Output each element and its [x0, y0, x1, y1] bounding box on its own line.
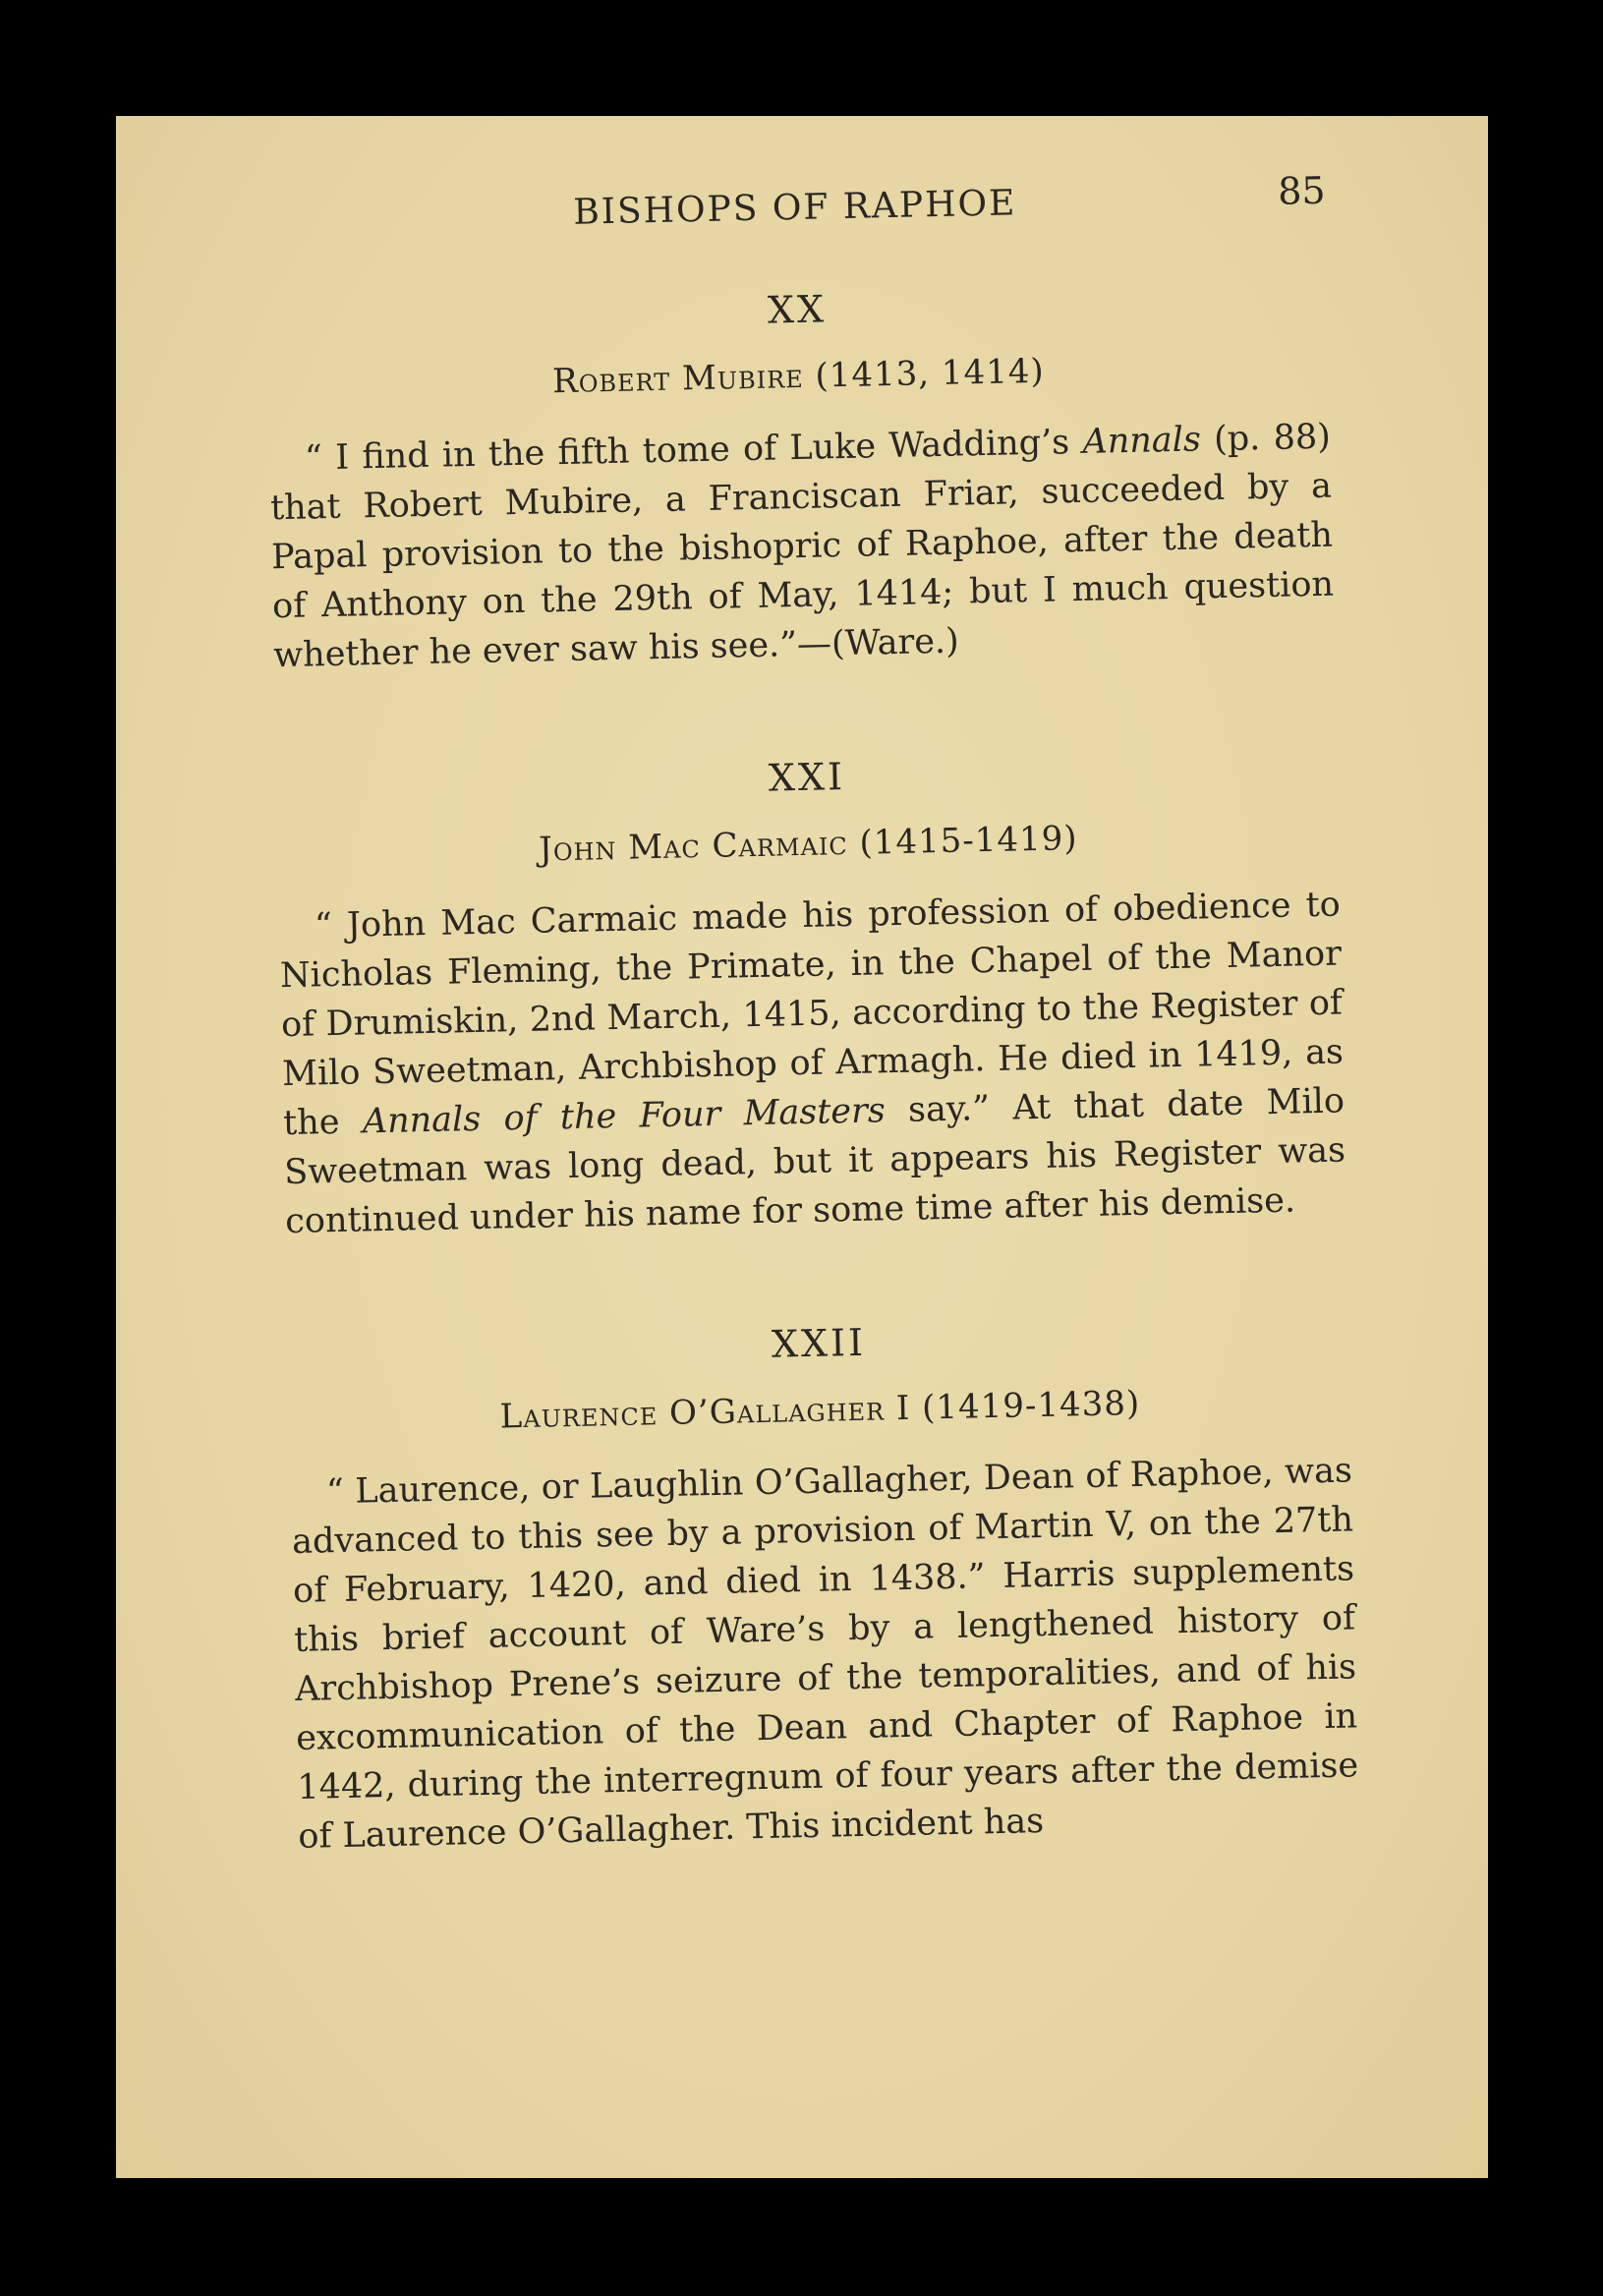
running-title: BISHOPS OF RAPHOE — [572, 183, 1017, 233]
paragraph-laurence-ogallagher — [291, 1446, 1360, 1862]
paragraph-text: “ John Mac Carmaic made his profession of obedience to Nicholas Fleming, the Primate, in the Chapel of the Manor of Drumiskin, 2nd March, 1415, according to the Register of Milo Sweetman, Archbishop of Armagh. He died in 1419, as the — [279, 885, 1345, 1144]
page-number: 85 — [1277, 168, 1327, 213]
section-heading-laurence-ogallagher: Laurence O’Gallagher I (1419-1438) — [499, 1383, 1141, 1437]
text-block — [263, 159, 1360, 1896]
book-page — [116, 116, 1488, 2178]
paragraph-robert-mubire — [269, 413, 1336, 681]
paragraph-text: (p. 88) that Robert Mubire, a Franciscan Friar, succeeded by a Papal provision to the bishopric of Raphoe, after the death of Anthony on the 29th of May, 1414; but I much question whether he ever saw his see.”—(Ware.) — [269, 417, 1335, 676]
section-numeral-xxii: XXII — [771, 1320, 867, 1366]
italic-title: Annals of the Four Masters — [362, 1091, 887, 1142]
section-numeral-xx: XX — [767, 287, 828, 332]
section-numeral-xxi: XXI — [768, 755, 846, 800]
section-heading-john-mac-carmaic: John Mac Carmaic (1415-1419) — [538, 819, 1078, 870]
italic-title: Annals — [1082, 420, 1202, 462]
paragraph-text: “ I find in the fifth tome of Luke Wadding’s — [304, 422, 1083, 479]
paragraph-text: “ Laurence, or Laughlin O’Gallagher, Dean of Raphoe, was advanced to this see by a provision of Martin V, on the 27th of February, 1420, and died in 1438.” Harris supplements this brief account of Ware’s by a lengthened history of Archbishop Prene’s seizure of the temporalities, and of his excommunication of the Dean and Chapter of Raphoe in 1442, during the interregnum of four years after the demise of Laurence O’Gallagher. This incident has — [291, 1451, 1359, 1857]
section-heading-robert-mubire: Robert Mubire (1413, 1414) — [551, 351, 1046, 402]
paragraph-john-mac-carmaic — [278, 881, 1346, 1247]
running-head — [263, 159, 1326, 260]
paragraph-text: say.” At that date Milo Sweetman was long dead, but it appears his Register was continued under his name for some time after his demise. — [283, 1081, 1346, 1242]
